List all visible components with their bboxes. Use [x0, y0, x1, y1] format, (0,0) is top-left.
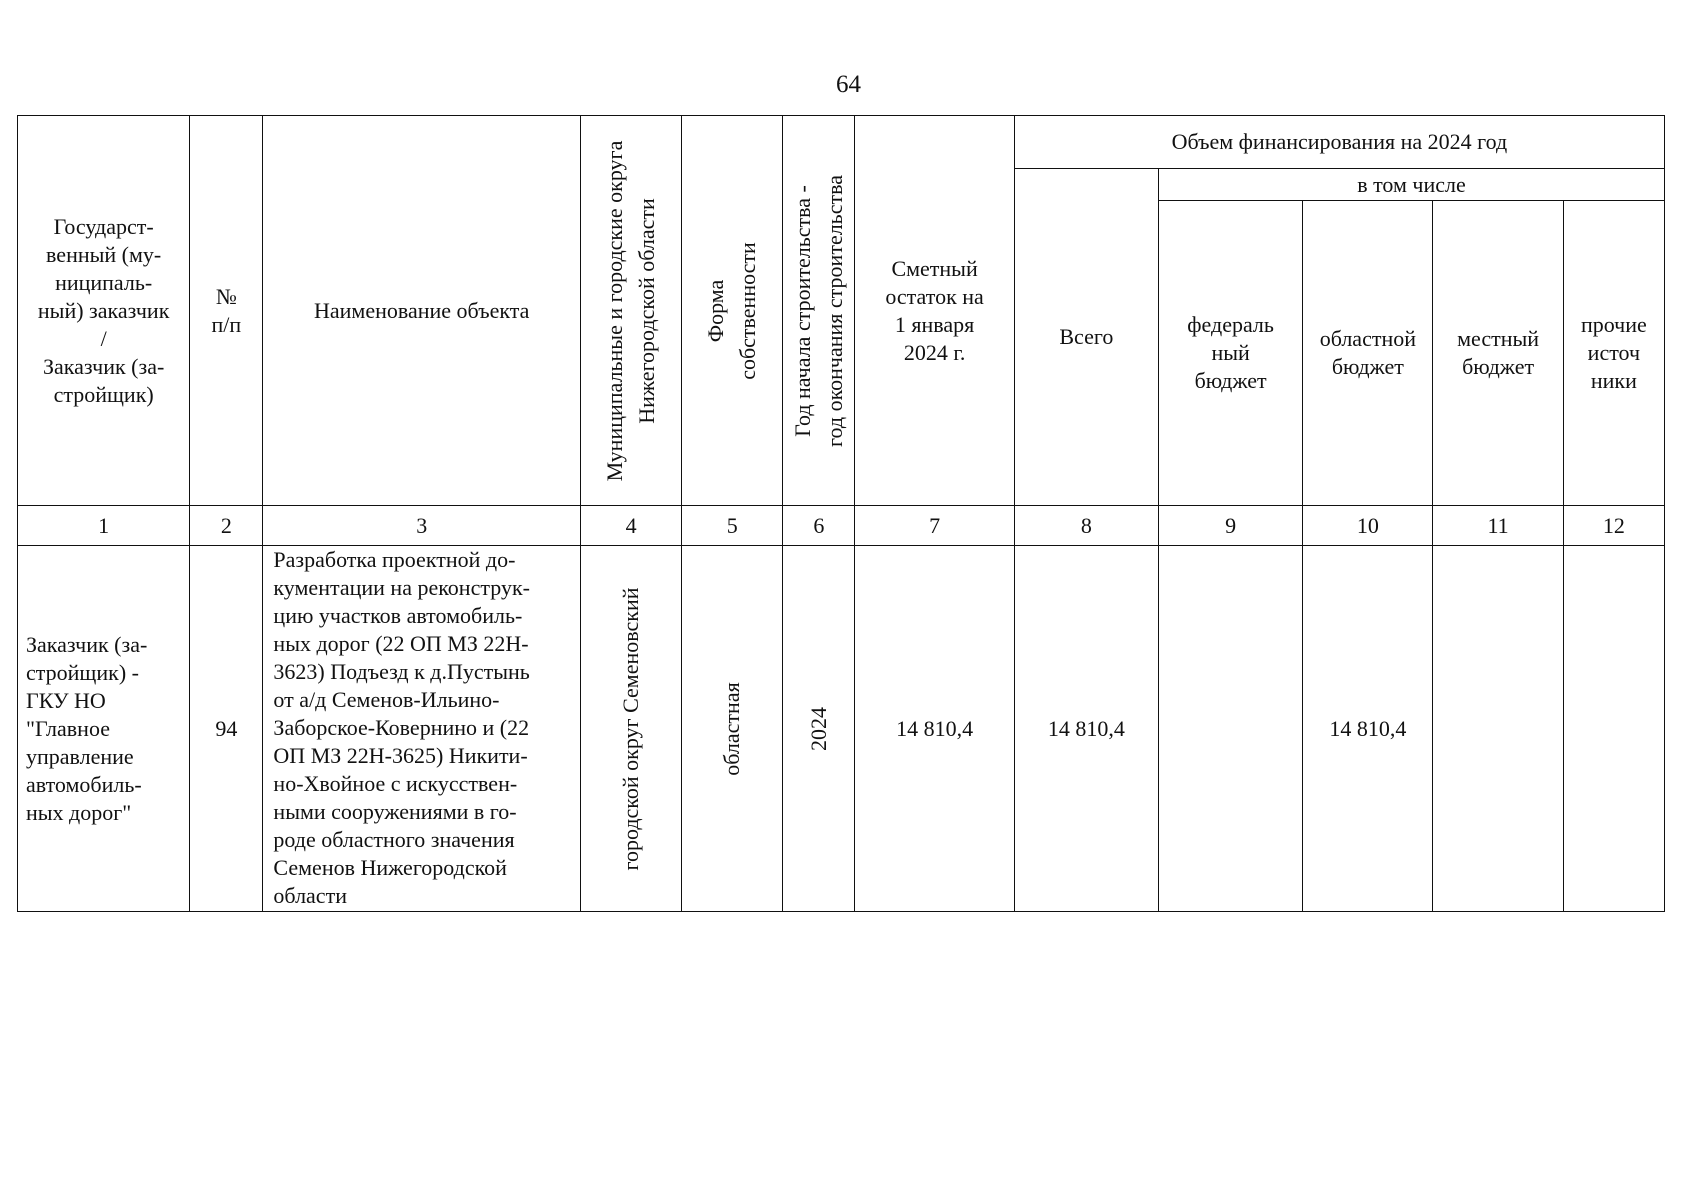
- header-including-group: в том числе: [1158, 169, 1664, 201]
- row-years-text: 2024: [805, 706, 831, 751]
- header-district-line-1: Муниципальные и городские округа: [602, 140, 628, 481]
- column-number-2: 2: [190, 506, 263, 546]
- header-ownership-line-2: собственности: [735, 241, 761, 380]
- row-customer: Заказчик (за- стройщик) - ГКУ НО "Главное управление автомобиль- ных дорог": [18, 546, 190, 912]
- column-number-8: 8: [1014, 506, 1158, 546]
- column-number-12: 12: [1563, 506, 1664, 546]
- column-number-3: 3: [263, 506, 581, 546]
- row-local: [1433, 546, 1563, 912]
- header-customer: Государст- венный (му- ниципаль- ный) заказчик / Заказчик (за- стройщик): [18, 116, 190, 506]
- header-regional: областной бюджет: [1303, 201, 1433, 506]
- row-total: 14 810,4: [1014, 546, 1158, 912]
- header-federal: федераль ный бюджет: [1158, 201, 1302, 506]
- row-district: [580, 546, 681, 912]
- row-other: [1563, 546, 1664, 912]
- header-row-1: [18, 116, 1665, 169]
- header-district: [580, 116, 681, 506]
- header-total: Всего: [1014, 169, 1158, 506]
- column-number-1: 1: [18, 506, 190, 546]
- table-row: [18, 546, 1665, 912]
- row-number: 94: [190, 546, 263, 912]
- financing-table: [17, 115, 1665, 912]
- header-number: № п/п: [190, 116, 263, 506]
- header-years: [783, 116, 855, 506]
- column-numbers-row: [18, 506, 1665, 546]
- row-federal: [1158, 546, 1302, 912]
- header-district-line-2: Нижегородской области: [634, 197, 660, 424]
- row-ownership: [682, 546, 783, 912]
- row-district-text: городской округ Семеновский: [618, 587, 644, 870]
- row-years: [783, 546, 855, 912]
- header-ownership-line-1: Форма: [703, 279, 729, 342]
- header-other: прочие источ ники: [1563, 201, 1664, 506]
- header-object-name: Наименование объекта: [263, 116, 581, 506]
- column-number-7: 7: [855, 506, 1014, 546]
- row-estimate-balance: 14 810,4: [855, 546, 1014, 912]
- row-regional: 14 810,4: [1303, 546, 1433, 912]
- header-ownership: [682, 116, 783, 506]
- header-financing-group: Объем финансирования на 2024 год: [1014, 116, 1664, 169]
- header-years-line-1: Год начала строительства -: [789, 184, 815, 437]
- column-number-4: 4: [580, 506, 681, 546]
- column-number-11: 11: [1433, 506, 1563, 546]
- column-number-10: 10: [1303, 506, 1433, 546]
- header-estimate-balance: Сметный остаток на 1 января 2024 г.: [855, 116, 1014, 506]
- column-number-5: 5: [682, 506, 783, 546]
- column-number-6: 6: [783, 506, 855, 546]
- header-local: местный бюджет: [1433, 201, 1563, 506]
- column-number-9: 9: [1158, 506, 1302, 546]
- page-number: 64: [836, 71, 861, 98]
- header-years-line-2: год окончания строительства: [821, 174, 847, 447]
- row-object-name: Разработка проектной до- кументации на реконструк- цию участков автомобиль- ных дорог (22 ОП МЗ 22Н- 3623) Подъезд к д.Пустынь от а/д Семенов-Ильино- Заборское-Ковернино и (22 ОП МЗ 22Н-3625) Никити- но-Хвойное с искусствен- ными сооружениями в го- роде областного значения Семенов Нижегородской области: [263, 546, 581, 912]
- row-ownership-text: областная: [719, 681, 745, 776]
